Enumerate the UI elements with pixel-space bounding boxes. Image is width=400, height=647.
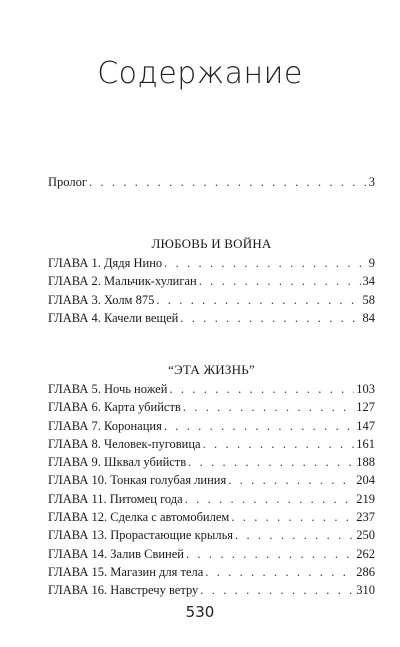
toc-entry[interactable] bbox=[48, 380, 375, 398]
dot-leader bbox=[169, 380, 354, 398]
part2-heading: “ЭТА ЖИЗНЬ” bbox=[168, 362, 255, 377]
toc-entry-page: 286 bbox=[356, 564, 375, 579]
toc-entry[interactable] bbox=[48, 563, 375, 581]
part1-heading: ЛЮБОВЬ И ВОЙНА bbox=[151, 236, 272, 251]
toc-entry-page: 127 bbox=[356, 400, 375, 415]
toc-entry-page: 237 bbox=[356, 510, 375, 525]
toc-entry[interactable] bbox=[48, 581, 375, 599]
toc-entry-label: ГЛАВА 16. Навстречу ветру bbox=[48, 583, 199, 598]
toc-entry[interactable] bbox=[48, 545, 375, 563]
toc-entry-label: ГЛАВА 5. Ночь ножей bbox=[48, 382, 168, 396]
dot-leader bbox=[186, 545, 354, 563]
toc-entry-label: ГЛАВА 10. Тонкая голубая линия bbox=[48, 473, 227, 488]
dot-leader bbox=[231, 508, 354, 526]
toc-entry[interactable] bbox=[48, 398, 375, 416]
toc-entry-label: ГЛАВА 12. Сделка с автомобилем bbox=[48, 510, 230, 525]
toc-entry[interactable] bbox=[48, 309, 375, 327]
toc-entry-label: ГЛАВА 3. Холм 875 bbox=[48, 292, 155, 307]
toc-entry-page: 204 bbox=[356, 473, 375, 488]
toc-entry-label: ГЛАВА 11. Питомец года bbox=[48, 491, 183, 506]
dot-leader bbox=[164, 254, 367, 272]
toc-entry-label: ГЛАВА 9. Шквал убийств bbox=[48, 455, 187, 470]
dot-leader bbox=[199, 272, 361, 290]
toc-entry-page: 219 bbox=[356, 491, 375, 506]
toc-entry-label: ГЛАВА 14. Залив Свиней bbox=[48, 546, 184, 561]
dot-leader bbox=[188, 453, 354, 471]
toc-entry[interactable] bbox=[48, 254, 375, 272]
toc-entry-label: ГЛАВА 4. Качели вещей bbox=[48, 310, 179, 325]
prologue-section bbox=[48, 173, 375, 191]
toc-entry[interactable] bbox=[48, 417, 375, 435]
toc-entry-page: 262 bbox=[356, 546, 375, 561]
dot-leader bbox=[200, 581, 354, 599]
dot-leader bbox=[164, 417, 354, 435]
dot-leader bbox=[205, 563, 354, 581]
toc-entry-label: ГЛАВА 7. Коронация bbox=[48, 418, 162, 433]
toc-entry-page: 250 bbox=[356, 528, 375, 543]
toc-entry-page: 188 bbox=[356, 455, 375, 470]
toc-entry[interactable] bbox=[48, 272, 375, 290]
toc-entry-page: 310 bbox=[356, 583, 375, 598]
toc-entry[interactable] bbox=[48, 453, 375, 471]
dot-leader bbox=[89, 173, 367, 191]
toc-entry-label: ГЛАВА 1. Дядя Нино bbox=[48, 256, 163, 270]
part1-section bbox=[48, 236, 375, 327]
dot-leader bbox=[156, 291, 360, 309]
toc-entry-page: 84 bbox=[362, 310, 375, 325]
toc-entry[interactable] bbox=[48, 435, 375, 453]
page-number: 530 bbox=[185, 603, 215, 621]
toc-entry-page: 103 bbox=[356, 382, 375, 396]
toc-entry[interactable] bbox=[48, 526, 375, 544]
dot-leader bbox=[185, 490, 355, 508]
toc-entry-page: 147 bbox=[356, 418, 375, 433]
toc-entry-page: 58 bbox=[362, 292, 375, 307]
toc-entry-page: 3 bbox=[368, 175, 375, 189]
part2-section bbox=[48, 362, 375, 600]
toc-entry-label: ГЛАВА 13. Прорастающие крылья bbox=[48, 528, 234, 543]
toc-entry[interactable] bbox=[48, 490, 375, 508]
toc-entry-page: 34 bbox=[362, 274, 375, 289]
toc-entry-label: ГЛАВА 2. Мальчик-хулиган bbox=[48, 274, 197, 289]
toc-entry-label: ГЛАВА 6. Карта убийств bbox=[48, 400, 181, 415]
dot-leader bbox=[203, 435, 355, 453]
toc-entry-page: 9 bbox=[368, 256, 375, 270]
toc-entry[interactable] bbox=[48, 291, 375, 309]
dot-leader bbox=[180, 309, 360, 327]
dot-leader bbox=[235, 526, 354, 544]
dot-leader bbox=[183, 398, 354, 416]
toc-entry-prologue[interactable] bbox=[48, 173, 375, 191]
toc-entry-label: ГЛАВА 15. Магазин для тела bbox=[48, 564, 204, 579]
dot-leader bbox=[228, 471, 354, 489]
toc-entry-page: 161 bbox=[356, 436, 375, 451]
toc-entry-label: Пролог bbox=[48, 175, 87, 189]
page-title: Содержание bbox=[97, 56, 303, 91]
toc-entry[interactable] bbox=[48, 471, 375, 489]
toc-entry[interactable] bbox=[48, 508, 375, 526]
toc-entry-label: ГЛАВА 8. Человек-пуговица bbox=[48, 436, 201, 451]
